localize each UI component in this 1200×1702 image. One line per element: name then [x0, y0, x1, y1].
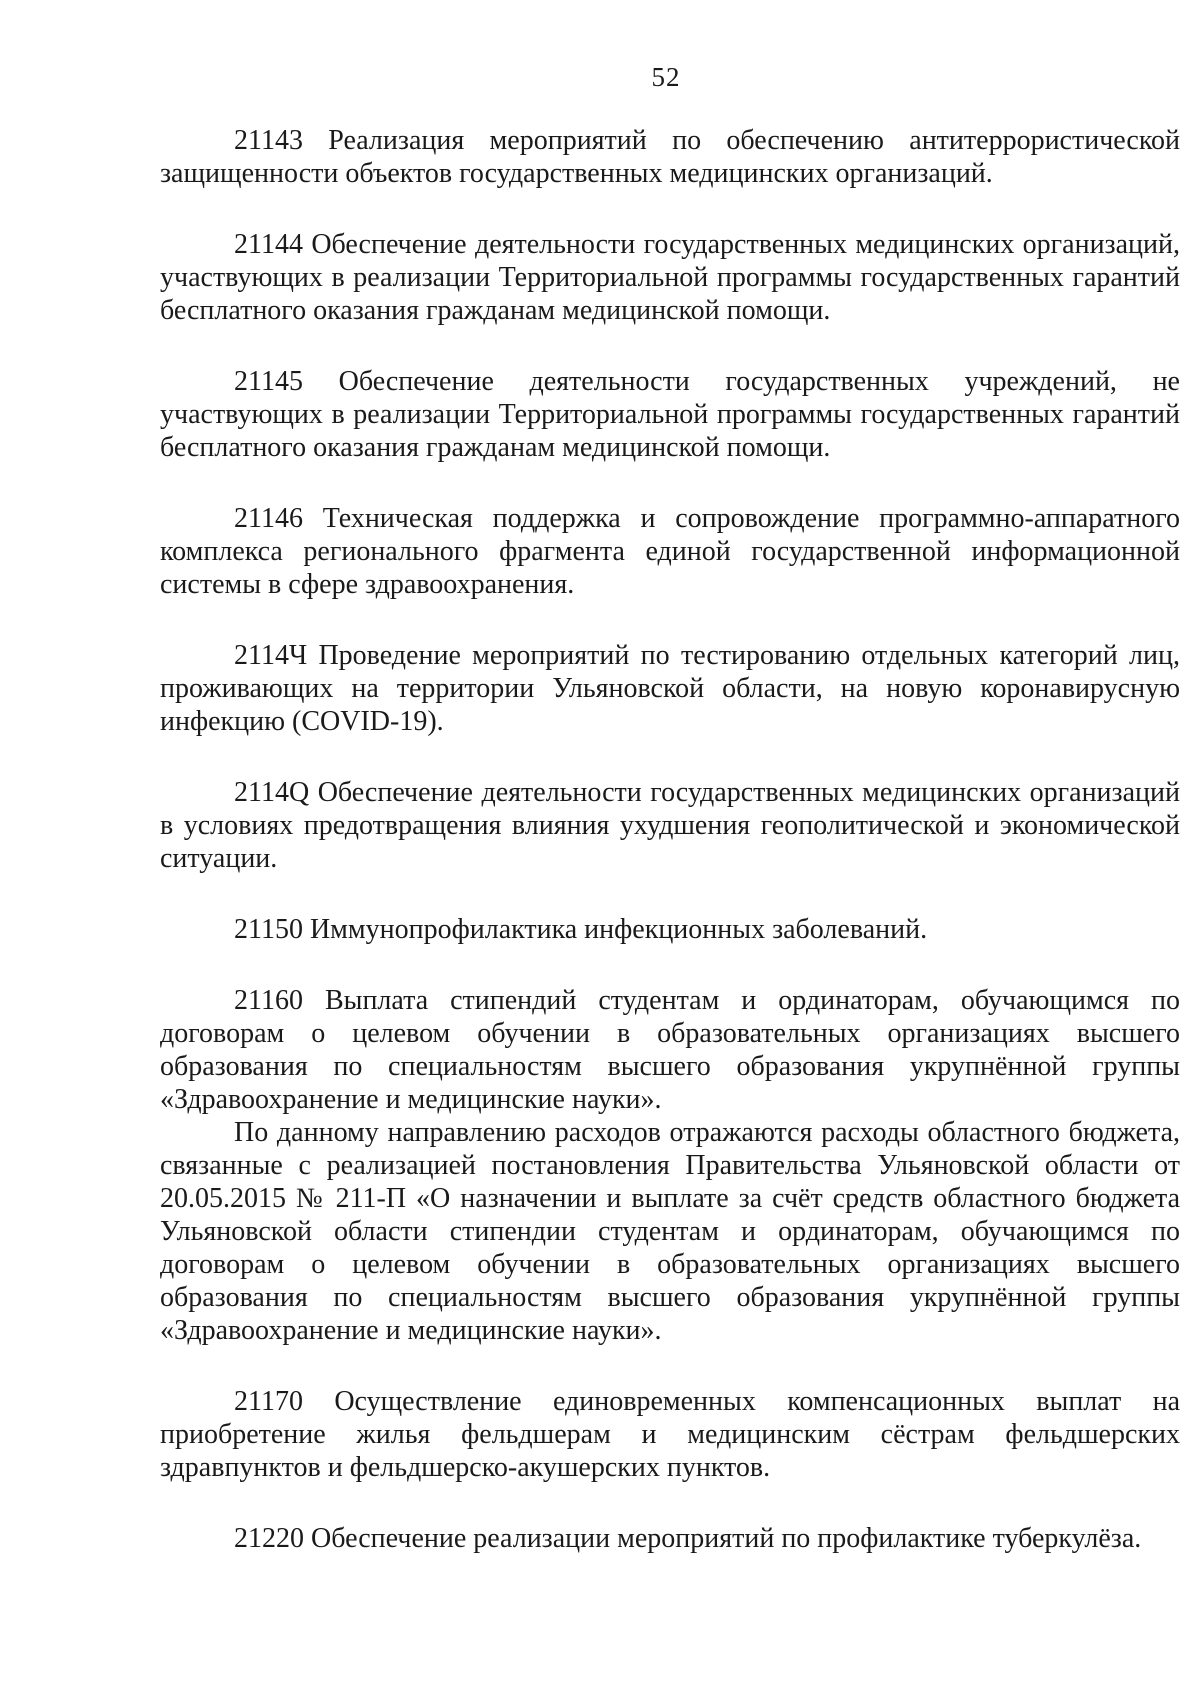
paragraph-21146: 21146 Техническая поддержка и сопровождение программно-аппаратного комплекса регионального фрагмента единой государственной информационной системы в сфере здравоохранения.	[160, 503, 1180, 600]
paragraph-2114q: 2114Q Обеспечение деятельности государственных медицинских организаций в условиях предотвращения влияния ухудшения геополитической и экономической ситуации.	[160, 777, 1180, 874]
paragraph-21160: 21160 Выплата стипендий студентам и ординаторам, обучающимся по договорам о целевом обучении в образовательных организациях высшего образования по специальностям высшего образования укрупнённой группы «Здравоохранение и медицинские науки».	[160, 985, 1180, 1115]
paragraph-21143: 21143 Реализация мероприятий по обеспечению антитеррористической защищенности объектов государственных медицинских организаций.	[160, 125, 1180, 189]
paragraph-21220: 21220 Обеспечение реализации мероприятий по профилактике туберкулёза.	[234, 1523, 1142, 1554]
paragraph-21150: 21150 Иммунопрофилактика инфекционных заболеваний.	[234, 914, 928, 945]
paragraph-21160-explanation: По данному направлению расходов отражаются расходы областного бюджета, связанные с реализацией постановления Правительства Ульяновской области от 20.05.2015 № 211-П «О назначении и выплате за счёт средств областного бюджета Ульяновской области стипендии студентам и ординаторам, обучающимся по договорам о целевом обучении в образовательных организациях высшего образования по специальностям высшего образования укрупнённой группы «Здравоохранение и медицинские науки».	[160, 1117, 1180, 1346]
page-number: 52	[651, 62, 681, 92]
paragraph-2114ch: 2114Ч Проведение мероприятий по тестированию отдельных категорий лиц, проживающих на территории Ульяновской области, на новую коронавирусную инфекцию (COVID-19).	[160, 640, 1180, 737]
paragraph-21144: 21144 Обеспечение деятельности государственных медицинских организаций, участвующих в реализации Территориальной программы государственных гарантий бесплатного оказания гражданам медицинской помощи.	[160, 229, 1180, 326]
paragraph-21170: 21170 Осуществление единовременных компенсационных выплат на приобретение жилья фельдшерам и медицинским сёстрам фельдшерских здравпунктов и фельдшерско-акушерских пунктов.	[160, 1386, 1180, 1483]
document-body	[160, 124, 1180, 1555]
paragraph-21145: 21145 Обеспечение деятельности государственных учреждений, не участвующих в реализации Территориальной программы государственных гарантий бесплатного оказания гражданам медицинской помощи.	[160, 366, 1180, 463]
